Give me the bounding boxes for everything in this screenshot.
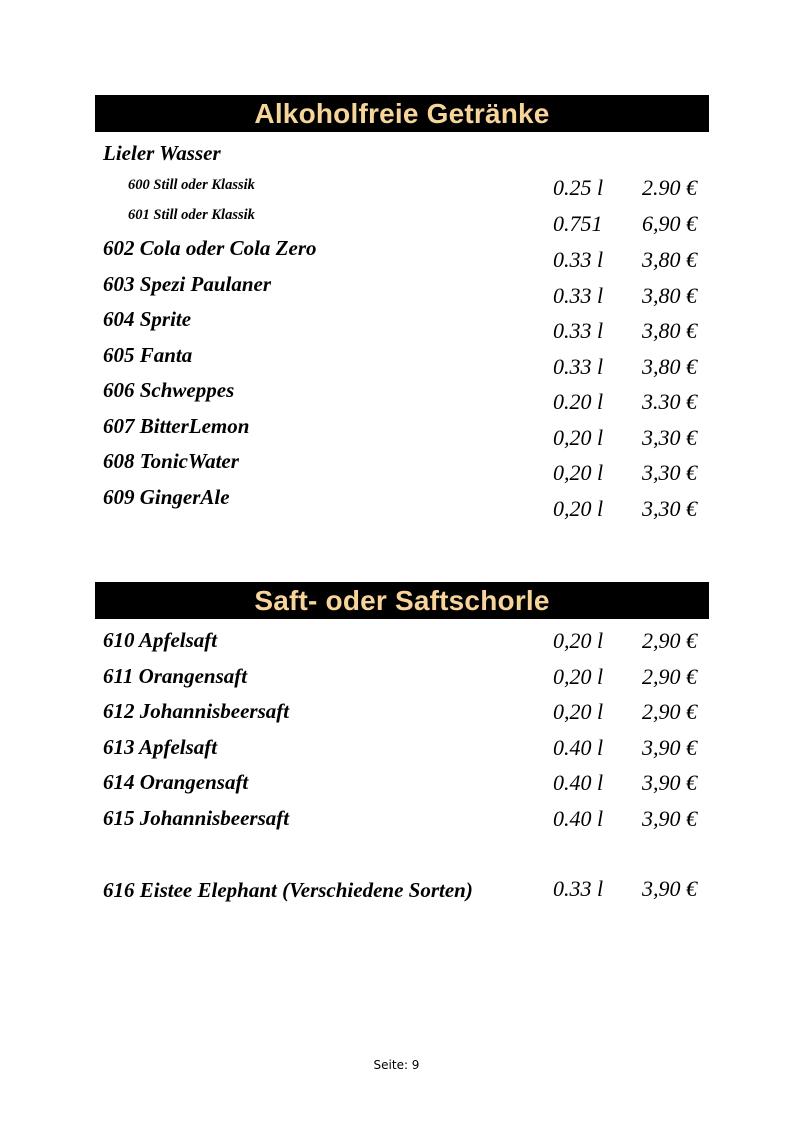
item-name: 600 Still oder Klassik bbox=[128, 177, 255, 193]
item-name: 610 Apfelsaft bbox=[103, 628, 218, 652]
item-name: 614 Orangensaft bbox=[103, 770, 249, 794]
item-volume: 0.33 l bbox=[553, 318, 604, 343]
item-price: 6,90 € bbox=[642, 211, 697, 236]
item-price: 2,90 € bbox=[642, 664, 697, 689]
item-price: 3,90 € bbox=[642, 735, 697, 760]
item-volume: 0.25 l bbox=[553, 175, 604, 200]
item-price: 3,90 € bbox=[642, 770, 697, 795]
item-name: 601 Still oder Klassik bbox=[128, 207, 255, 223]
item-price: 3.30 € bbox=[642, 389, 697, 414]
item-volume: 0,20 l bbox=[553, 496, 604, 521]
item-price: 3,80 € bbox=[642, 247, 697, 272]
item-price: 3,80 € bbox=[642, 283, 697, 308]
item-name: 607 BitterLemon bbox=[103, 414, 250, 438]
item-price: 3,30 € bbox=[642, 425, 697, 450]
item-name: 604 Sprite bbox=[103, 307, 192, 331]
section-title-saft: Saft- oder Saftschorle bbox=[95, 582, 709, 619]
page-number: Seite: 9 bbox=[373, 1058, 420, 1072]
item-name: 603 Spezi Paulaner bbox=[103, 272, 272, 296]
group-label: Lieler Wasser bbox=[103, 141, 221, 165]
item-price: 2,90 € bbox=[642, 628, 697, 653]
item-price: 3,30 € bbox=[642, 460, 697, 485]
item-volume: 0.33 l bbox=[553, 354, 604, 379]
item-volume: 0,20 l bbox=[553, 699, 604, 724]
item-name: 606 Schweppes bbox=[103, 378, 235, 402]
item-volume: 0.40 l bbox=[553, 806, 604, 831]
item-volume: 0,20 l bbox=[553, 425, 604, 450]
item-price: 3,80 € bbox=[642, 318, 697, 343]
item-price: 2.90 € bbox=[642, 175, 697, 200]
item-name: 613 Apfelsaft bbox=[103, 735, 218, 759]
item-name: 602 Cola oder Cola Zero bbox=[103, 236, 317, 260]
item-name: 605 Fanta bbox=[103, 343, 193, 367]
item-volume: 0.20 l bbox=[553, 389, 604, 414]
item-price: 2,90 € bbox=[642, 699, 697, 724]
item-price: 3,30 € bbox=[642, 496, 697, 521]
item-volume: 0.33 l bbox=[553, 876, 604, 901]
item-volume: 0.751 bbox=[553, 211, 603, 236]
item-name: 616 Eistee Elephant (Verschiedene Sorten) bbox=[103, 878, 473, 902]
item-volume: 0,20 l bbox=[553, 664, 604, 689]
item-volume: 0,20 l bbox=[553, 628, 604, 653]
item-name: 611 Orangensaft bbox=[103, 664, 248, 688]
item-price: 3,90 € bbox=[642, 876, 697, 901]
item-volume: 0.33 l bbox=[553, 247, 604, 272]
item-volume: 0.40 l bbox=[553, 770, 604, 795]
item-price: 3,90 € bbox=[642, 806, 697, 831]
item-name: 608 TonicWater bbox=[103, 449, 239, 473]
section-title-alkoholfrei: Alkoholfreie Getränke bbox=[95, 95, 709, 132]
item-name: 615 Johannisbeersaft bbox=[103, 806, 290, 830]
item-volume: 0.40 l bbox=[553, 735, 604, 760]
item-volume: 0.33 l bbox=[553, 283, 604, 308]
item-name: 612 Johannisbeersaft bbox=[103, 699, 290, 723]
item-price: 3,80 € bbox=[642, 354, 697, 379]
item-volume: 0,20 l bbox=[553, 460, 604, 485]
item-name: 609 GingerAle bbox=[103, 485, 230, 509]
